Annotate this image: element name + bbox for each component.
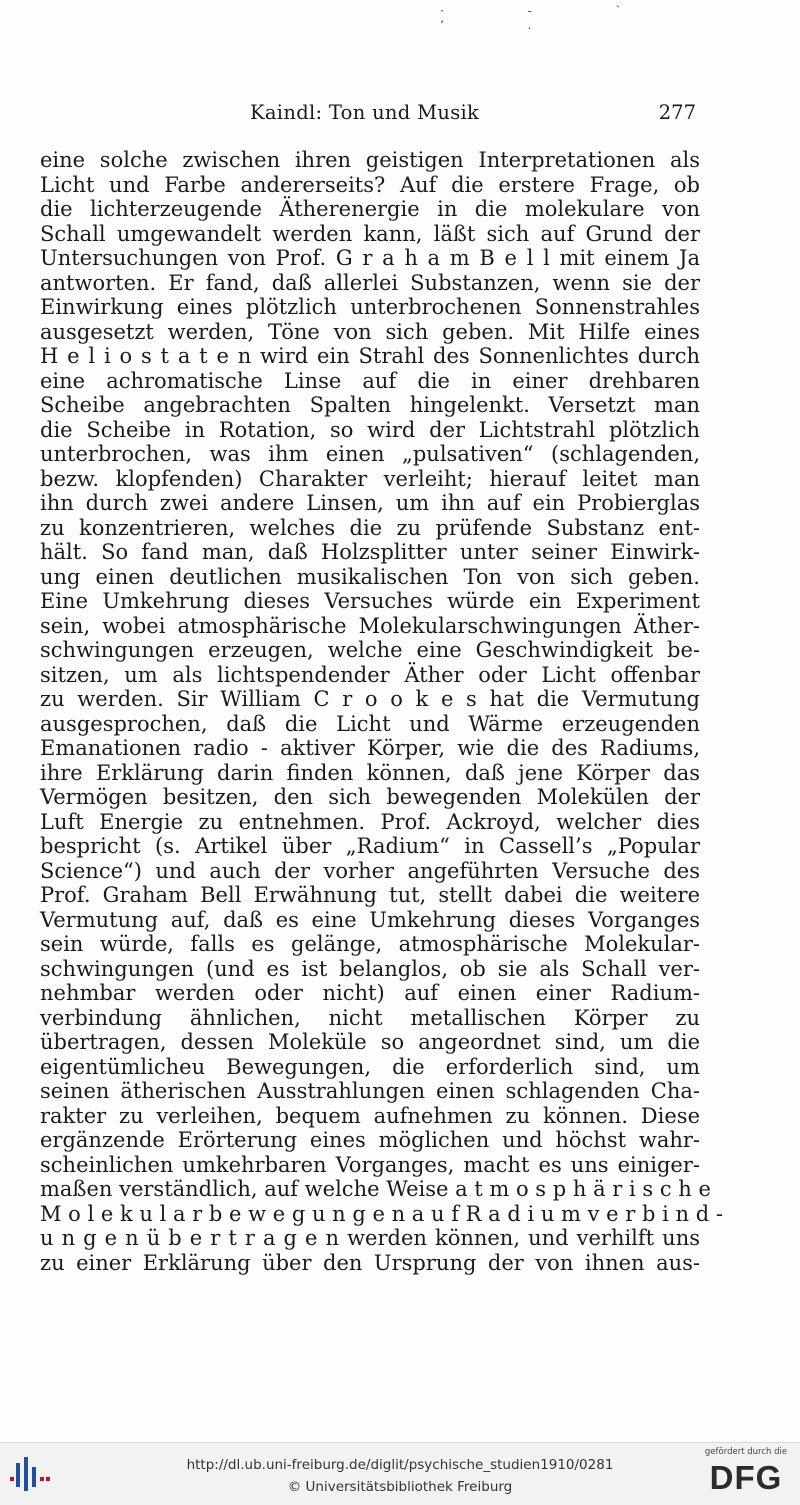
text-line: eigentümlicheu Bewegungen, die erforderlich sind, um: [40, 1054, 700, 1079]
running-title: Kaindl: Ton und Musik: [250, 101, 480, 124]
text-line: ihre Erklärung darin finden können, daß jene Körper das: [40, 760, 700, 785]
text-line: zu konzentrieren, welches die zu prüfende Substanz ent-: [40, 515, 700, 540]
text-line: sein würde, falls es gelänge, atmosphärische Molekular-: [40, 932, 700, 956]
text-line: ausgesprochen, daß die Licht und Wärme erzeugenden: [40, 711, 700, 736]
text-line: zu werden. Sir William C r o o k e s hat die Vermutung: [40, 687, 700, 711]
text-line: Schall umgewandelt werden kann, läßt sich auf Grund der: [40, 221, 700, 246]
text-line: schwingungen (und es ist belanglos, ob sie als Schall ver-: [40, 956, 700, 981]
text-line: sitzen, um als lichtspendender Äther oder Licht offenbar: [40, 662, 700, 687]
body-text: [40, 148, 723, 1275]
text-line: Vermögen besitzen, den sich bewegenden Molekülen der: [40, 785, 700, 809]
text-line: ihn durch zwei andere Linsen, um ihn auf ein Probierglas: [40, 491, 700, 515]
text-line: u n g e n ü b e r t r a g e n werden können, und verhilft uns: [40, 1226, 700, 1250]
text-line: eine achromatische Linse auf die in einer drehbaren: [40, 368, 700, 393]
text-line: Science“) und auch der vorher angeführten Versuche des: [40, 858, 700, 883]
text-line: sein, wobei atmosphärische Molekularschwingungen Äther-: [40, 613, 700, 638]
text-line: Untersuchungen von Prof. G r a h a m B e l l mit einem Ja: [40, 246, 700, 270]
text-line: die Scheibe in Rotation, so wird der Lichtstrahl plötzlich: [40, 417, 700, 442]
page-number: 277: [658, 101, 696, 124]
page-header: [40, 101, 696, 131]
text-line: scheinlichen umkehrbaren Vorganges, macht es uns einiger-: [40, 1152, 700, 1177]
text-line: maßen verständlich, auf welche Weise a t m o s p h ä r i s c h e: [40, 1177, 711, 1201]
permalink-url[interactable]: http://dl.ub.uni-freiburg.de/diglit/psychische_studien1910/0281: [186, 1457, 614, 1473]
text-line: zu einer Erklärung über den Ursprung der von ihnen aus-: [40, 1250, 700, 1275]
text-line: verbindung ähnlichen, nicht metallischen Körper zu: [40, 1005, 700, 1030]
text-line: unterbrochen, was ihm einen „pulsativen“ (schlagenden,: [40, 442, 700, 466]
text-line: bezw. klopfenden) Charakter verleiht; hierauf leitet man: [40, 466, 700, 491]
text-line: eine solche zwischen ihren geistigen Interpretationen als: [40, 148, 700, 172]
text-line: nehmbar werden oder nicht) auf einen einer Radium-: [40, 981, 700, 1005]
text-line: Luft Energie zu entnehmen. Prof. Ackroyd, welcher dies: [40, 809, 700, 834]
text-line: M o l e k u l a r b e w e g u n g e n a u f R a d i u m v e r b i n d -: [40, 1201, 723, 1226]
text-line: H e l i o s t a t e n wird ein Strahl des Sonnenlichtes durch: [40, 344, 700, 368]
text-line: Vermutung auf, daß es eine Umkehrung dieses Vorganges: [40, 907, 700, 932]
text-line: übertragen, dessen Moleküle so angeordnet sind, um die: [40, 1030, 700, 1054]
text-line: schwingungen erzeugen, welche eine Geschwindigkeit be-: [40, 638, 700, 662]
text-line: Prof. Graham Bell Erwähnung tut, stellt dabei die weitere: [40, 883, 700, 907]
text-line: Licht und Farbe andererseits? Auf die erstere Frage, ob: [40, 172, 700, 197]
copyright-notice: © Universitätsbibliothek Freiburg: [287, 1479, 513, 1495]
dfg-logo: [700, 1447, 792, 1501]
text-line: die lichterzeugende Ätherenergie in die molekulare von: [40, 197, 700, 221]
text-line: rakter zu verleihen, bequem aufnehmen zu können. Diese: [40, 1103, 700, 1128]
text-line: ausgesetzt werden, Töne von sich geben. Mit Hilfe eines: [40, 319, 700, 344]
dfg-wordmark: DFG: [709, 1459, 783, 1496]
text-line: Emanationen radio - aktiver Körper, wie die des Radiums,: [40, 736, 700, 760]
text-line: ung einen deutlichen musikalischen Ton von sich geben.: [40, 564, 700, 589]
text-line: bespricht (s. Artikel über „Radium“ in Cassell’s „Popular: [40, 834, 700, 858]
text-line: seinen ätherischen Ausstrahlungen einen schlagenden Cha-: [40, 1079, 700, 1103]
text-line: antworten. Er fand, daß allerlei Substanzen, wenn sie der: [40, 270, 700, 295]
viewer-footer: [0, 1442, 800, 1505]
text-line: Eine Umkehrung dieses Versuches würde ein Experiment: [40, 589, 700, 613]
scan-specks: · - ` ‘ .: [440, 4, 662, 32]
text-line: hält. So fand man, daß Holzsplitter unter seiner Einwirk-: [40, 540, 700, 564]
text-line: ergänzende Erörterung eines möglichen und höchst wahr-: [40, 1128, 700, 1152]
text-line: Scheibe angebrachten Spalten hingelenkt. Versetzt man: [40, 393, 700, 417]
dfg-funding-note: gefördert durch die: [704, 1447, 788, 1457]
text-line: Einwirkung eines plötzlich unterbrochenen Sonnenstrahles: [40, 295, 700, 319]
